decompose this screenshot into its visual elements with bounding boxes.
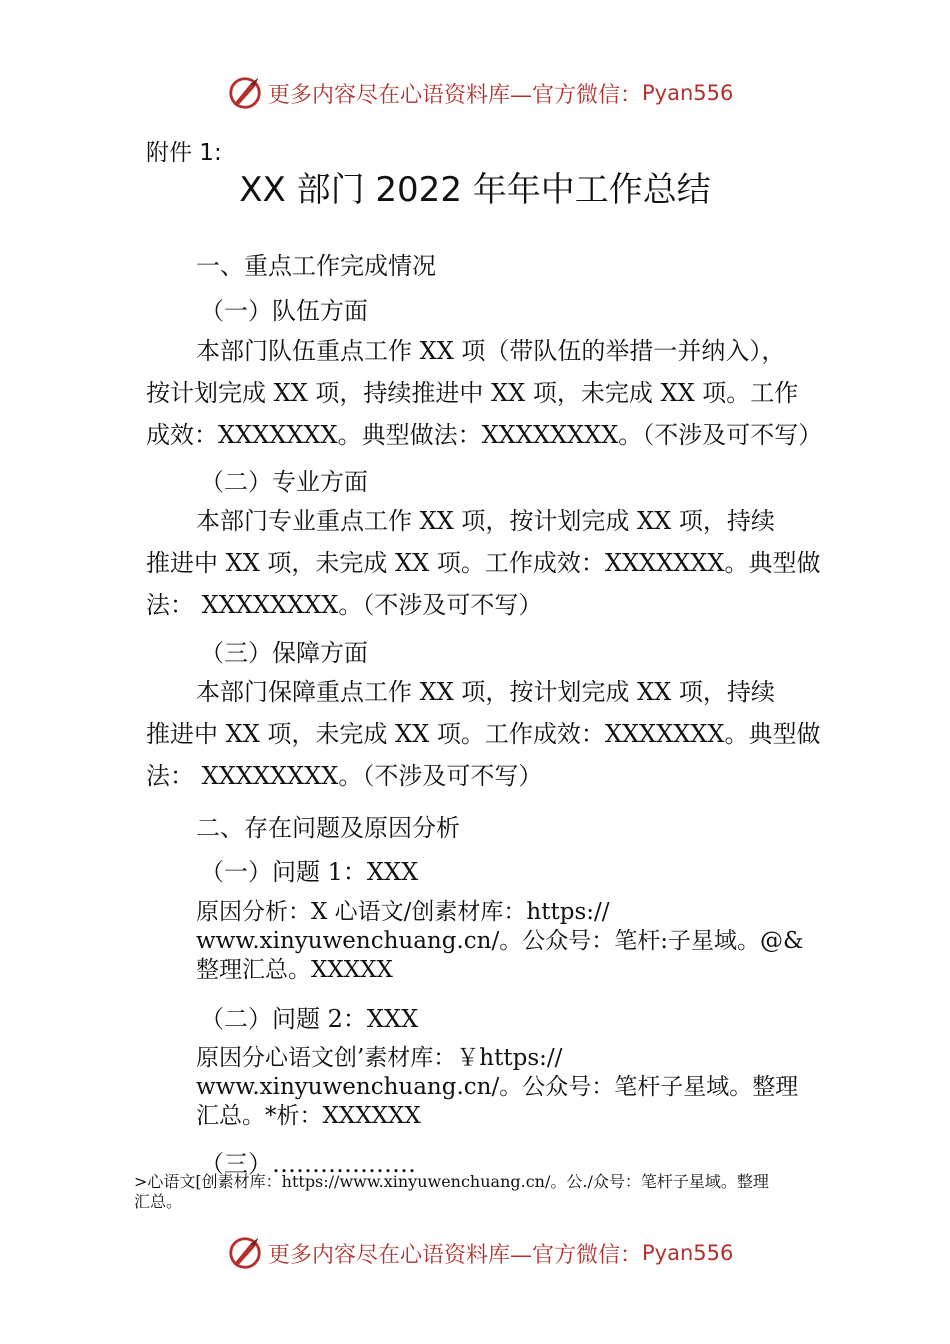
text-line: 推进中 XX 项，未完成 XX 项。工作成效：XXXXXXX。典型做: [146, 549, 821, 577]
section-heading-2: 二、存在问题及原因分析: [196, 814, 460, 842]
text-line: www.xinyuwenchuang.cn/。公众号：笔杆子星域。整理: [196, 1074, 799, 1100]
text-line: 原因分心语文创’素材库：￥https://: [196, 1045, 563, 1071]
text-line: 汇总。*析：XXXXXX: [196, 1103, 421, 1129]
paragraph-support: [146, 671, 820, 797]
banner-wechat-id: Pyan556: [642, 1241, 734, 1265]
text-line: 本部门专业重点工作 XX 项，按计划完成 XX 项，持续: [196, 507, 775, 535]
pen-logo-icon: [226, 1234, 264, 1272]
paragraph-problem-2: [196, 1044, 798, 1131]
text-line: 按计划完成 XX 项，持续推进中 XX 项，未完成 XX 项。工作: [146, 379, 799, 407]
page-title: XX 部门 2022 年年中工作总结: [239, 170, 711, 210]
banner-wechat-id: Pyan556: [642, 81, 734, 105]
text-line: www.xinyuwenchuang.cn/。公众号：笔杆:子星域。@&: [196, 928, 804, 954]
footnote: [134, 1172, 769, 1212]
text-line: 整理汇总。XXXXX: [196, 957, 393, 983]
text-line: 本部门队伍重点工作 XX 项（带队伍的举措一并纳入），: [196, 337, 786, 365]
subheading-professional: （二）专业方面: [200, 468, 368, 496]
paragraph-professional: [146, 500, 820, 626]
header-banner: [226, 71, 733, 115]
subheading-team: （一）队伍方面: [200, 297, 368, 325]
section-heading-1: 一、重点工作完成情况: [196, 252, 436, 280]
footer-banner: [226, 1231, 733, 1275]
paragraph-problem-1: [196, 898, 803, 985]
text-line: 推进中 XX 项，未完成 XX 项。工作成效：XXXXXXX。典型做: [146, 720, 821, 748]
banner-text: 更多内容尽在心语资料库—官方微信：: [268, 82, 643, 108]
attachment-label: 附件 1:: [146, 140, 222, 166]
footnote-line: >心语文[创素材库：https://www.xinyuwenchuang.cn/。公./众号：笔杆子星域。整理: [134, 1172, 769, 1191]
subheading-support: （三）保障方面: [200, 639, 368, 667]
pen-logo-icon: [226, 74, 264, 112]
subheading-problem-2: （二）问题 2：XXX: [200, 1005, 419, 1033]
paragraph-team: [146, 330, 822, 456]
subheading-problem-3: （三）………………: [200, 1150, 416, 1178]
text-line: 法： XXXXXXXX。（不涉及可不写）: [146, 591, 543, 619]
text-line: 原因分析：X 心语文/创素材库：https://: [196, 899, 610, 925]
text-line: 法： XXXXXXXX。（不涉及可不写）: [146, 762, 543, 790]
text-line: 成效：XXXXXXX。典型做法：XXXXXXXX。（不涉及可不写）: [146, 421, 823, 449]
banner-text: 更多内容尽在心语资料库—官方微信：: [268, 1242, 643, 1268]
footnote-line: 汇总。: [134, 1192, 183, 1211]
subheading-problem-1: （一）问题 1：XXX: [200, 858, 419, 886]
text-line: 本部门保障重点工作 XX 项，按计划完成 XX 项，持续: [196, 678, 775, 706]
